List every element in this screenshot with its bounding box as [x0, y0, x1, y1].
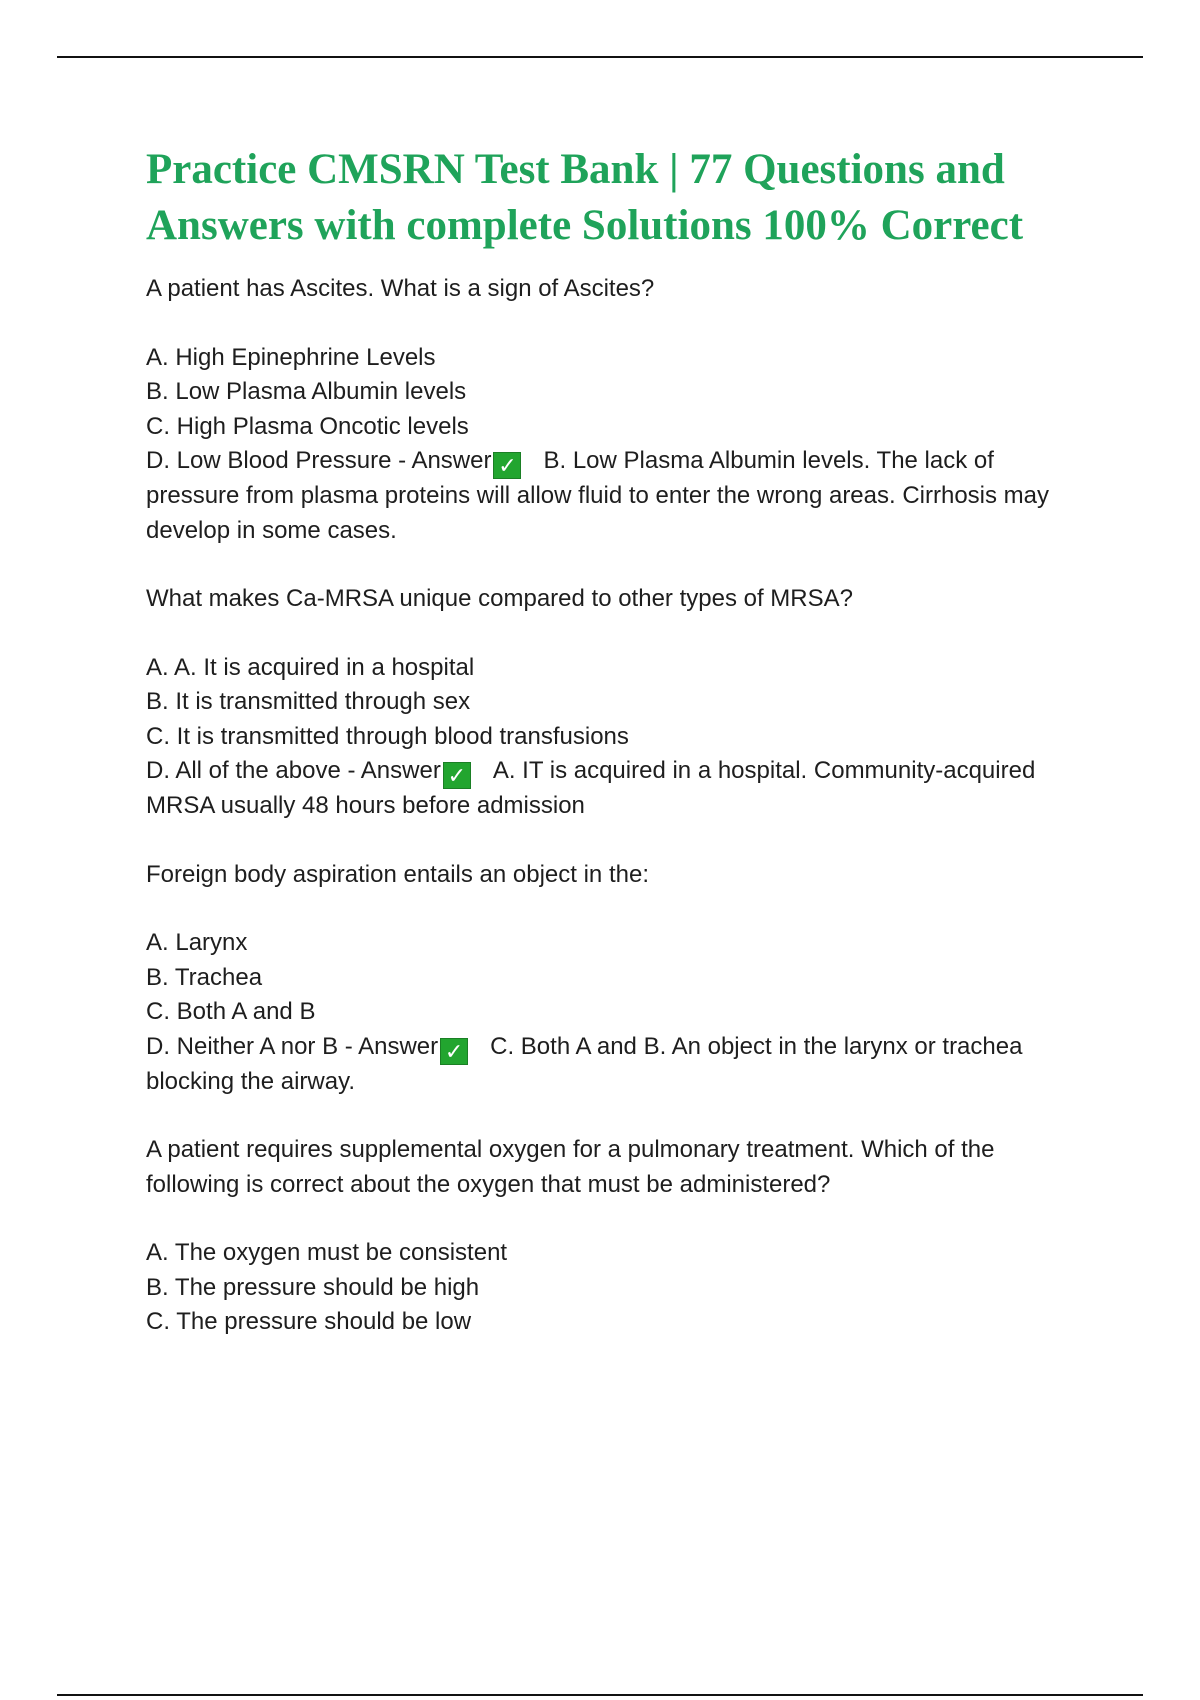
option-b: B. Trachea	[146, 963, 263, 991]
answer-explanation: C. Both A and B. An object in the larynx or trachea blocking the airway.	[146, 1032, 1023, 1095]
check-mark-icon: ✓	[440, 1038, 468, 1065]
document-title: Practice CMSRN Test Bank | 77 Questions and Answers with complete Solutions 100% Correct	[146, 146, 1024, 249]
option-d: D. All of the above - Answer	[146, 757, 441, 784]
option-b: B. The pressure should be high	[146, 1273, 480, 1301]
option-a: A. The oxygen must be consistent	[146, 1239, 508, 1266]
option-b: B. It is transmitted through sex	[146, 688, 471, 715]
option-c: C. Both A and B	[146, 998, 316, 1025]
question-text: What makes Ca-MRSA unique compared to other types of MRSA?	[146, 585, 853, 612]
option-d-with-answer	[146, 444, 1086, 548]
answer-explanation: B. Low Plasma Albumin levels. The lack of pressure from plasma proteins will allow fluid to enter the wrong areas. Cirrhosis may develop in some cases.	[146, 447, 1050, 544]
option-d: D. Neither A nor B - Answer	[146, 1032, 439, 1060]
footer-rule	[57, 1694, 1143, 1696]
option-c: C. High Plasma Oncotic levels	[146, 412, 469, 440]
option-d: D. Low Blood Pressure - Answer	[146, 447, 492, 474]
document-body	[146, 142, 1086, 1340]
option-c: C. The pressure should be low	[146, 1308, 472, 1335]
option-a: A. Larynx	[146, 929, 248, 956]
option-d-with-answer	[146, 1030, 1086, 1100]
option-b: B. Low Plasma Albumin levels	[146, 378, 467, 405]
question-block-2	[146, 582, 1086, 824]
option-c: C. It is transmitted through blood transfusions	[146, 722, 629, 750]
question-text: A patient requires supplemental oxygen for a pulmonary treatment. Which of the following is correct about the oxygen that must be administered?	[146, 1136, 995, 1198]
option-d-with-answer	[146, 754, 1086, 824]
question-text: A patient has Ascites. What is a sign of Ascites?	[146, 275, 655, 302]
header-rule	[57, 56, 1143, 58]
check-mark-icon: ✓	[443, 762, 471, 789]
option-a: A. A. It is acquired in a hospital	[146, 653, 475, 681]
check-mark-icon: ✓	[493, 452, 521, 479]
question-block-3	[146, 858, 1086, 1100]
option-a: A. High Epinephrine Levels	[146, 343, 436, 371]
question-block-1	[146, 272, 1086, 548]
question-block-4	[146, 1133, 1086, 1340]
answer-explanation: A. IT is acquired in a hospital. Community-acquired MRSA usually 48 hours before admission	[146, 757, 1036, 819]
question-text: Foreign body aspiration entails an object in the:	[146, 860, 649, 888]
